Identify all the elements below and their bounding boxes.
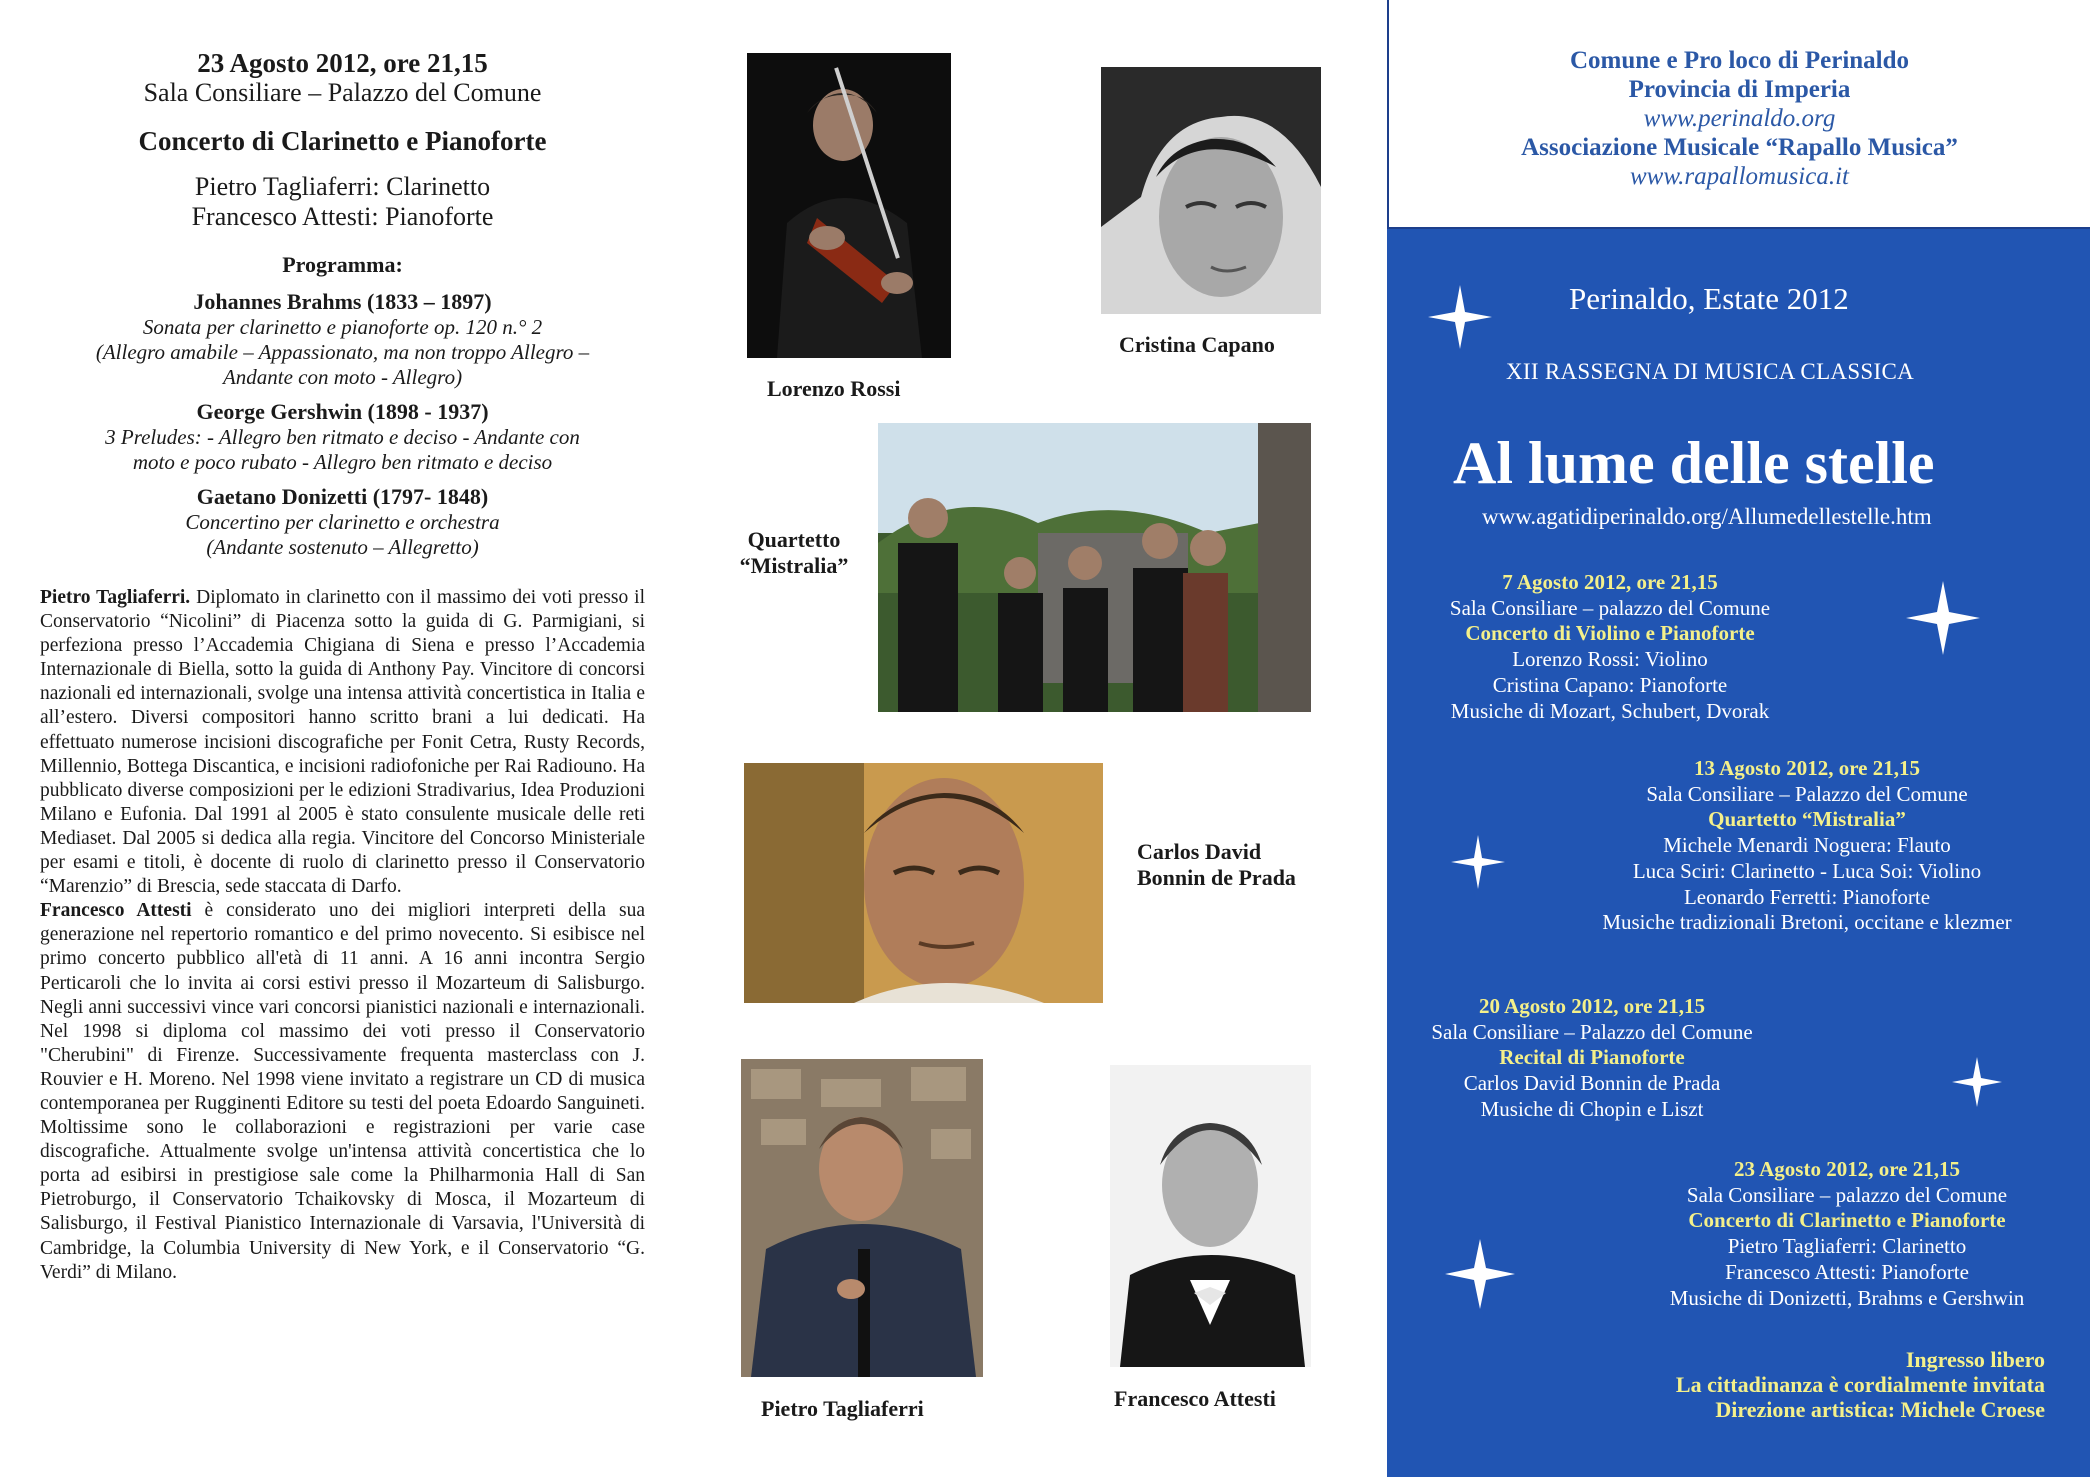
- caption-cristina-capano: Cristina Capano: [1119, 332, 1275, 357]
- festival-title: Al lume delle stelle: [1453, 430, 1935, 496]
- event-line: Cristina Capano: Pianoforte: [1492, 672, 1728, 697]
- photo-lorenzo-rossi: [747, 53, 951, 358]
- caption-lorenzo-rossi: Lorenzo Rossi: [767, 376, 901, 401]
- composer: Gaetano Donizetti (1797- 1848): [196, 484, 489, 509]
- festival-subtitle: Perinaldo, Estate 2012: [1569, 281, 1849, 316]
- artistic-direction: Direzione artistica: Michele Croese: [1715, 1397, 2045, 1422]
- organizer: Provincia di Imperia: [1628, 76, 1851, 103]
- biographies: [40, 586, 645, 1285]
- concert-title: Concerto di Clarinetto e Pianoforte: [138, 126, 547, 156]
- concert-date: 23 Agosto 2012, ore 21,15: [197, 48, 488, 78]
- caption-line: Carlos David: [1137, 839, 1262, 864]
- event-line: Luca Sciri: Clarinetto - Luca Soi: Violino: [1632, 858, 1982, 883]
- invitation: La cittadinanza è cordialmente invitata: [1675, 1372, 2045, 1397]
- caption-quartet: [724, 527, 864, 579]
- work-line: Concertino per clarinetto e orchestra: [185, 510, 500, 534]
- event-venue: Sala Consiliare – palazzo del Comune: [1686, 1182, 2008, 1207]
- event-date: 13 Agosto 2012, ore 21,15: [1694, 756, 1920, 780]
- event-item: [1627, 1157, 2067, 1311]
- work-line: Andante con moto - Allegro): [222, 365, 463, 389]
- event-line: Leonardo Ferretti: Pianoforte: [1683, 884, 1931, 909]
- bio-attesti: [40, 899, 645, 1285]
- performer: Francesco Attesti: Pianoforte: [191, 202, 494, 231]
- concert-venue: Sala Consiliare – Palazzo del Comune: [143, 78, 542, 107]
- star-icon: [1425, 282, 1495, 352]
- performers: [40, 172, 645, 232]
- event-date: 7 Agosto 2012, ore 21,15: [1502, 570, 1718, 594]
- bio-tagliaferri: [40, 586, 645, 899]
- work-line: Sonata per clarinetto e pianoforte op. 120 n.° 2: [142, 315, 543, 339]
- work-line: (Allegro amabile – Appassionato, ma non troppo Allegro –: [95, 340, 590, 364]
- organizer-url: www.perinaldo.org: [1643, 105, 1836, 132]
- program-column: [40, 48, 645, 1285]
- work-line: (Andante sostenuto – Allegretto): [206, 535, 479, 559]
- organizers-box: [1387, 0, 2090, 229]
- bio-name: Francesco Attesti: [40, 900, 192, 922]
- photo-carlos-bonnin: [744, 763, 1103, 1003]
- program-item: [40, 288, 645, 390]
- caption-carlos-bonnin: [1137, 839, 1296, 891]
- event-line: Francesco Attesti: Pianoforte: [1725, 1259, 1969, 1284]
- event-item: [1410, 570, 1810, 724]
- program-item: [40, 398, 645, 475]
- bio-text: Diplomato in clarinetto con il massimo dei voti presso il Conservatorio “Nicolini” di Piacenza sotto la guida di G. Parmigiani, si perfeziona presso l’Accademia Chigiana di Siena e presso l’Accademia Internazionale di Biella, sotto la guida di Anthony Pay. Vincitore di concorsi nazionali ed internazionali, svolge una intensa attività concertistica in Italia e all’estero. Diversi compositori hanno scritto brani a lui dedicati. Ha effettuato numerose incisioni discografiche per Fonit Cetra, Rusty Records, Millennio, Bottega Discantica, e incisioni radiofoniche per Rai Radiouno. Ha pubblicato diverse composizioni per le edizioni Stradivarius, Idea Produzioni Milano e Eufonia. Dal 1991 al 2005 è stato consulente musicale delle reti Mediaset. Dal 2005 si dedica alla regia. Vincitore del Concorso Ministeriale per esami e titoli, è docente di ruolo di clarinetto presso il Conservatorio “Marenzio” di Brescia, sede staccata di Darfo.: [40, 587, 645, 898]
- event-line: Lorenzo Rossi: Violino: [1512, 647, 1708, 672]
- photo-quartetto-mistralia: [878, 423, 1311, 712]
- bio-text: è considerato uno dei migliori interpreti della sua generazione nel repertorio romantico e del primo novecento. Si esibisce nel primo concerto pubblico all'età di 11 anni. A 16 anni incontra Sergio Perticaroli che lo invita ai corsi estivi presso il Mozarteum di Salisburgo. Negli anni successivi vince vari concorsi pianistici nazionali e internazionali. Nel 1998 si diploma col massimo dei voti presso il Conservatorio "Cherubini" di Firenze. Successivamente frequenta masterclass con J. Rouvier e H. Moreno. Nel 1998 viene invitato a registrare un CD di musica contemporanea per Rugginenti Editore su testi del poeta Edoardo Sanguineti. Moltissime sono le collaborazioni e registrazioni per varie case discografiche. Attualmente svolge un'intensa attività concertistica che lo porta ad esibirsi in prestigiose sale come la Philharmonia Hall di San Pietroburgo, il Conservatorio Tchaikovsky di Mosca, il Mozarteum di Salisburgo, il Festival Pianistico Internazionale di Varsavia, l'Università di Cambridge, la Columbia University di New York, e il Conservatorio “G. Verdi” di Milano.: [40, 900, 645, 1283]
- event-title: Concerto di Clarinetto e Pianoforte: [1688, 1208, 2006, 1233]
- organizer-url: www.rapallomusica.it: [1629, 163, 1849, 190]
- star-icon: [1949, 1054, 2005, 1110]
- star-icon: [1903, 578, 1983, 658]
- caption-pietro-tagliaferri: Pietro Tagliaferri: [761, 1396, 924, 1421]
- organizer: Comune e Pro loco di Perinaldo: [1569, 47, 1910, 74]
- event-date: 20 Agosto 2012, ore 21,15: [1479, 994, 1705, 1018]
- event-line: Musiche tradizionali Bretoni, occitane e klezmer: [1602, 910, 2012, 935]
- performer: Pietro Tagliaferri: Clarinetto: [194, 172, 491, 201]
- event-line: Musiche di Mozart, Schubert, Dvorak: [1450, 698, 1770, 723]
- caption-line: Quartetto: [747, 527, 841, 552]
- event-line: Carlos David Bonnin de Prada: [1463, 1071, 1721, 1096]
- event-line: Pietro Tagliaferri: Clarinetto: [1727, 1234, 1967, 1259]
- event-item: [1562, 756, 2052, 936]
- program-item: [40, 483, 645, 560]
- event-item: [1412, 994, 1772, 1123]
- star-icon: [1448, 832, 1508, 892]
- organizer: Associazione Musicale “Rapallo Musica”: [1521, 134, 1958, 161]
- festival-panel: [1387, 229, 2090, 1477]
- photo-cristina-capano: [1101, 67, 1321, 314]
- event-venue: Sala Consiliare – Palazzo del Comune: [1646, 781, 1968, 806]
- festival-website: www.agatidiperinaldo.org/Allumedellestelle.htm: [1482, 504, 1932, 529]
- program-heading: Programma:: [282, 252, 403, 277]
- caption-francesco-attesti: Francesco Attesti: [1114, 1386, 1276, 1411]
- photo-francesco-attesti: [1110, 1065, 1311, 1367]
- star-icon: [1442, 1236, 1518, 1312]
- event-line: Michele Menardi Noguera: Flauto: [1663, 833, 1951, 858]
- composer: Johannes Brahms (1833 – 1897): [193, 289, 492, 314]
- caption-line: “Mistralia”: [739, 553, 849, 578]
- event-title: Quartetto “Mistralia”: [1708, 807, 1906, 832]
- event-venue: Sala Consiliare – Palazzo del Comune: [1431, 1019, 1753, 1044]
- caption-line: Bonnin de Prada: [1137, 865, 1296, 890]
- bio-name: Pietro Tagliaferri.: [40, 587, 191, 608]
- event-title: Concerto di Violino e Pianoforte: [1465, 621, 1755, 646]
- event-line: Musiche di Chopin e Liszt: [1480, 1096, 1704, 1121]
- photo-pietro-tagliaferri: [741, 1059, 983, 1377]
- work-line: moto e poco rubato - Allegro ben ritmato e deciso: [132, 450, 553, 474]
- event-title: Recital di Pianoforte: [1499, 1045, 1685, 1070]
- event-line: Musiche di Donizetti, Brahms e Gershwin: [1669, 1285, 2025, 1310]
- composer: George Gershwin (1898 - 1937): [196, 399, 489, 424]
- work-line: 3 Preludes: - Allegro ben ritmato e deciso - Andante con: [105, 425, 580, 449]
- free-entry: Ingresso libero: [1905, 1347, 2045, 1372]
- footer-notes: [1445, 1347, 2045, 1422]
- event-date: 23 Agosto 2012, ore 21,15: [1734, 1157, 1960, 1181]
- event-venue: Sala Consiliare – palazzo del Comune: [1449, 595, 1771, 620]
- festival-rassegna: XII RASSEGNA DI MUSICA CLASSICA: [1506, 359, 1915, 384]
